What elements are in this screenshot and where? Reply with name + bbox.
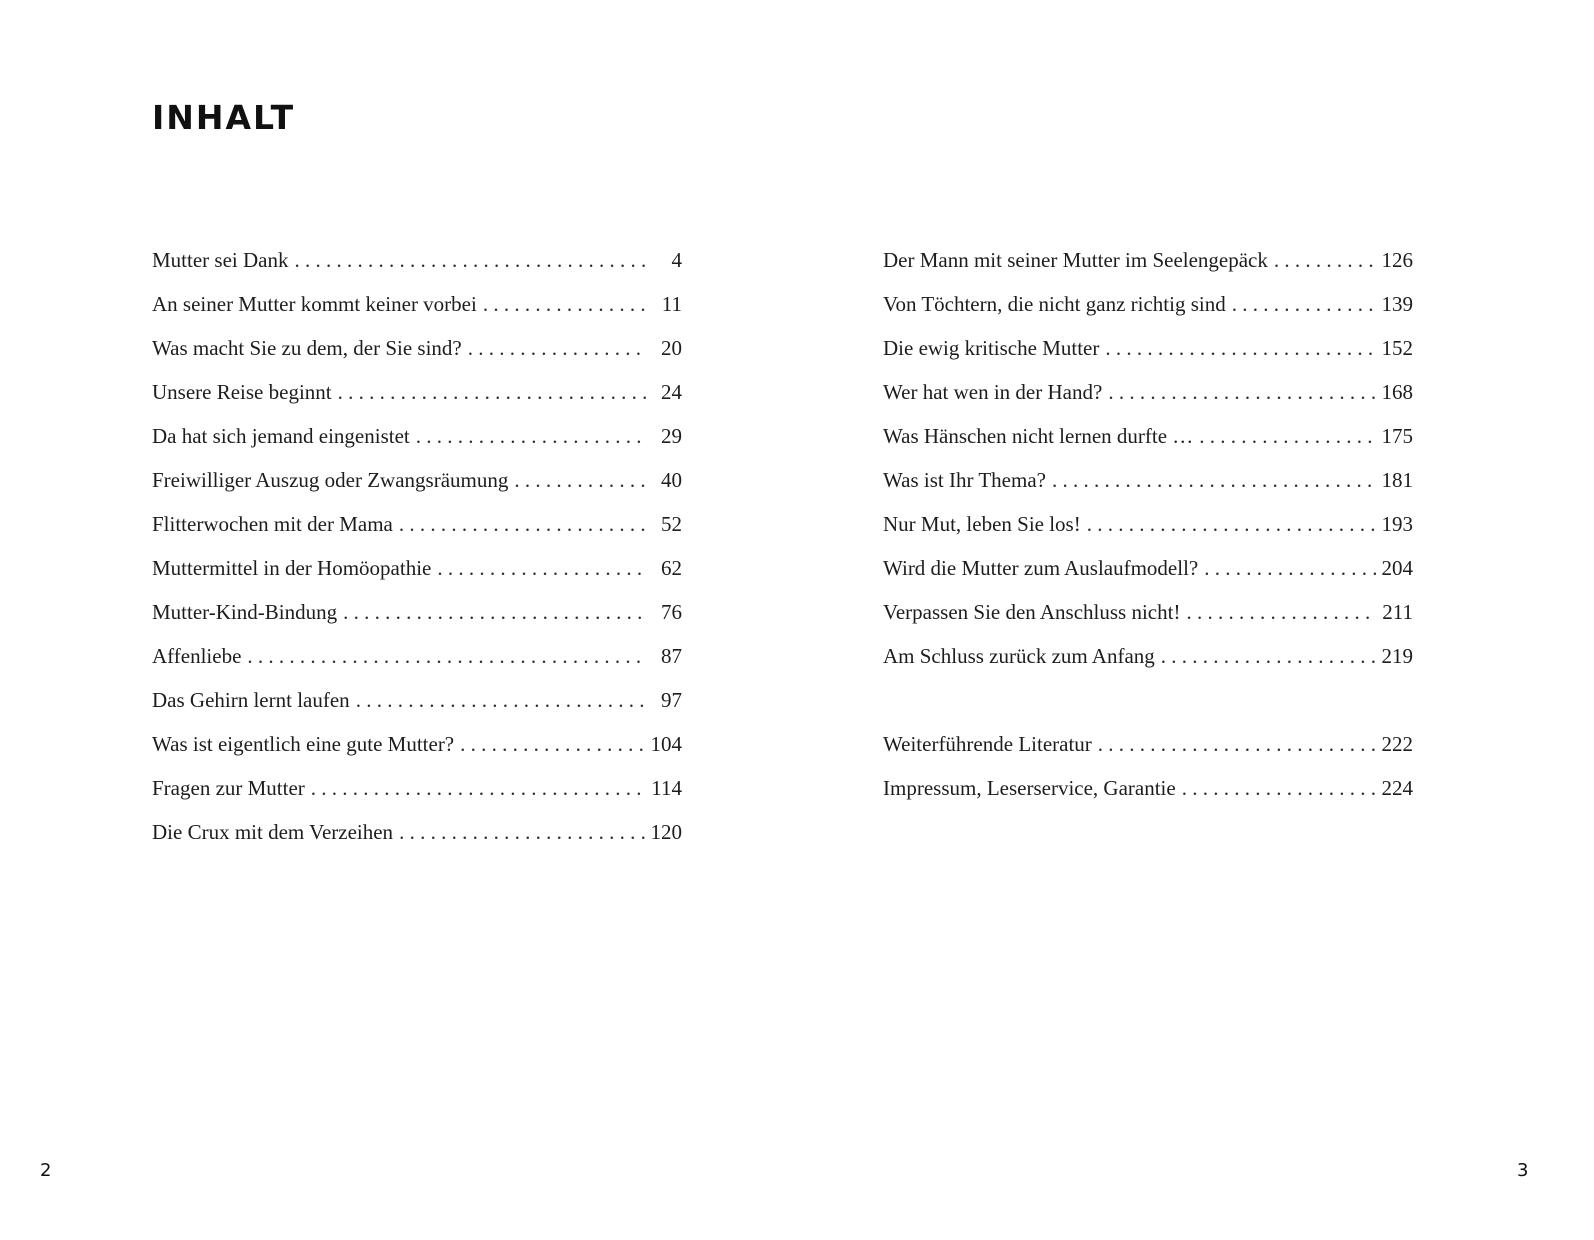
toc-entry[interactable] (883, 634, 1413, 678)
toc-entry[interactable] (152, 282, 682, 326)
toc-entry[interactable] (152, 766, 682, 810)
dot-leader (1232, 282, 1376, 326)
toc-entry-page: 87 (661, 644, 682, 668)
dot-leader (1161, 634, 1376, 678)
toc-entry[interactable] (883, 502, 1413, 546)
toc-entry-page: 76 (661, 600, 682, 624)
toc-entry[interactable] (883, 238, 1413, 282)
dot-leader (514, 458, 646, 502)
toc-entry-page: 126 (1381, 248, 1413, 272)
page-number-left: 2 (40, 1160, 52, 1181)
toc-entry[interactable] (152, 546, 682, 590)
toc-entry[interactable] (152, 590, 682, 634)
toc-entry-title: Flitterwochen mit der Mama (152, 512, 393, 536)
toc-entry-page: 222 (1381, 732, 1413, 756)
toc-entry[interactable] (152, 326, 682, 370)
toc-entry[interactable] (152, 458, 682, 502)
toc-entry[interactable] (883, 590, 1413, 634)
toc-entry-title: Die ewig kritische Mutter (883, 336, 1100, 360)
page-title: INHALT (152, 98, 296, 137)
toc-entry-title: Was ist Ihr Thema? (883, 468, 1046, 492)
toc-entry-title: Das Gehirn lernt laufen (152, 688, 350, 712)
toc-entry-title: Was Hänschen nicht lernen durfte … (883, 424, 1194, 448)
toc-entry[interactable] (152, 238, 682, 282)
toc-entry-page: 24 (661, 380, 682, 404)
toc-entry[interactable] (152, 634, 682, 678)
toc-entry-title: Da hat sich jemand eingenistet (152, 424, 410, 448)
toc-entry-page: 152 (1381, 336, 1413, 360)
dot-leader (437, 546, 646, 590)
toc-entry-page: 224 (1381, 776, 1413, 800)
toc-entry-title: Von Töchtern, die nicht ganz richtig sind (883, 292, 1226, 316)
dot-leader (399, 810, 644, 854)
toc-entry-page: 168 (1381, 380, 1413, 404)
dot-leader (1098, 722, 1376, 766)
dot-leader (311, 766, 645, 810)
toc-entry-page: 114 (651, 776, 682, 800)
dot-leader (343, 590, 646, 634)
dot-leader (1108, 370, 1375, 414)
dot-leader (1199, 414, 1375, 458)
dot-leader (1052, 458, 1376, 502)
toc-entry-title: Mutter sei Dank (152, 248, 289, 272)
toc-entry-title: Am Schluss zurück zum Anfang (883, 644, 1155, 668)
toc-entry-page: 181 (1381, 468, 1413, 492)
toc-right-column (883, 238, 1413, 810)
toc-entry-title: Was ist eigentlich eine gute Mutter? (152, 732, 455, 756)
toc-entry[interactable] (883, 722, 1413, 766)
toc-entry-title: Weiterführende Literatur (883, 732, 1092, 756)
section-spacer (883, 678, 1413, 722)
toc-entry-title: Mutter-Kind-Bindung (152, 600, 338, 624)
dot-leader (1204, 546, 1375, 590)
toc-entry-title: Was macht Sie zu dem, der Sie sind? (152, 336, 462, 360)
toc-entry[interactable] (152, 414, 682, 458)
dot-leader (247, 634, 646, 678)
dot-leader (356, 678, 646, 722)
toc-entry[interactable] (883, 370, 1413, 414)
dot-leader (483, 282, 646, 326)
toc-entry-page: 52 (661, 512, 682, 536)
dot-leader (416, 414, 646, 458)
toc-entry-title: Affenliebe (152, 644, 242, 668)
toc-entry[interactable] (883, 326, 1413, 370)
toc-left-column (152, 238, 682, 854)
toc-entry-page: 120 (650, 820, 682, 844)
toc-entry[interactable] (152, 810, 682, 854)
toc-entry-title: Die Crux mit dem Verzeihen (152, 820, 394, 844)
toc-entry[interactable] (883, 766, 1413, 810)
toc-entry-page: 20 (661, 336, 682, 360)
toc-entry-page: 97 (661, 688, 682, 712)
toc-entry[interactable] (883, 414, 1413, 458)
toc-entry[interactable] (152, 722, 682, 766)
dot-leader (294, 238, 646, 282)
toc-entry-page: 193 (1381, 512, 1413, 536)
toc-entry-page: 204 (1381, 556, 1413, 580)
toc-entry-title: Der Mann mit seiner Mutter im Seelengepäck (883, 248, 1268, 272)
toc-entry-page: 29 (661, 424, 682, 448)
toc-entry-title: Wer hat wen in der Hand? (883, 380, 1103, 404)
toc-entry[interactable] (152, 678, 682, 722)
toc-entry[interactable] (883, 546, 1413, 590)
toc-entry-page: 104 (650, 732, 682, 756)
toc-entry-page: 219 (1381, 644, 1413, 668)
dot-leader (468, 326, 646, 370)
dot-leader (1186, 590, 1376, 634)
toc-entry[interactable] (883, 282, 1413, 326)
toc-entry[interactable] (152, 370, 682, 414)
toc-entry[interactable] (152, 502, 682, 546)
toc-entry-page: 62 (661, 556, 682, 580)
toc-entry-title: Impressum, Leserservice, Garantie (883, 776, 1176, 800)
toc-entry-page: 211 (1382, 600, 1413, 624)
toc-entry-page: 11 (661, 292, 682, 316)
toc-entry-page: 40 (661, 468, 682, 492)
toc-entry-title: Unsere Reise beginnt (152, 380, 332, 404)
toc-entry-title: Freiwilliger Auszug oder Zwangsräumung (152, 468, 509, 492)
dot-leader (1105, 326, 1375, 370)
dot-leader (1274, 238, 1376, 282)
toc-entry-title: Fragen zur Mutter (152, 776, 305, 800)
toc-entry-title: Verpassen Sie den Anschluss nicht! (883, 600, 1181, 624)
toc-entry-title: An seiner Mutter kommt keiner vorbei (152, 292, 477, 316)
dot-leader (460, 722, 644, 766)
toc-entry-page: 175 (1381, 424, 1413, 448)
page-number-right: 3 (1517, 1160, 1529, 1181)
toc-entry-page: 4 (671, 248, 682, 272)
toc-entry-title: Muttermittel in der Homöopathie (152, 556, 432, 580)
toc-entry[interactable] (883, 458, 1413, 502)
dot-leader (1182, 766, 1376, 810)
toc-entry-title: Wird die Mutter zum Auslaufmodell? (883, 556, 1199, 580)
dot-leader (399, 502, 646, 546)
toc-entry-page: 139 (1381, 292, 1413, 316)
dot-leader (1087, 502, 1376, 546)
toc-entry-title: Nur Mut, leben Sie los! (883, 512, 1081, 536)
dot-leader (338, 370, 646, 414)
